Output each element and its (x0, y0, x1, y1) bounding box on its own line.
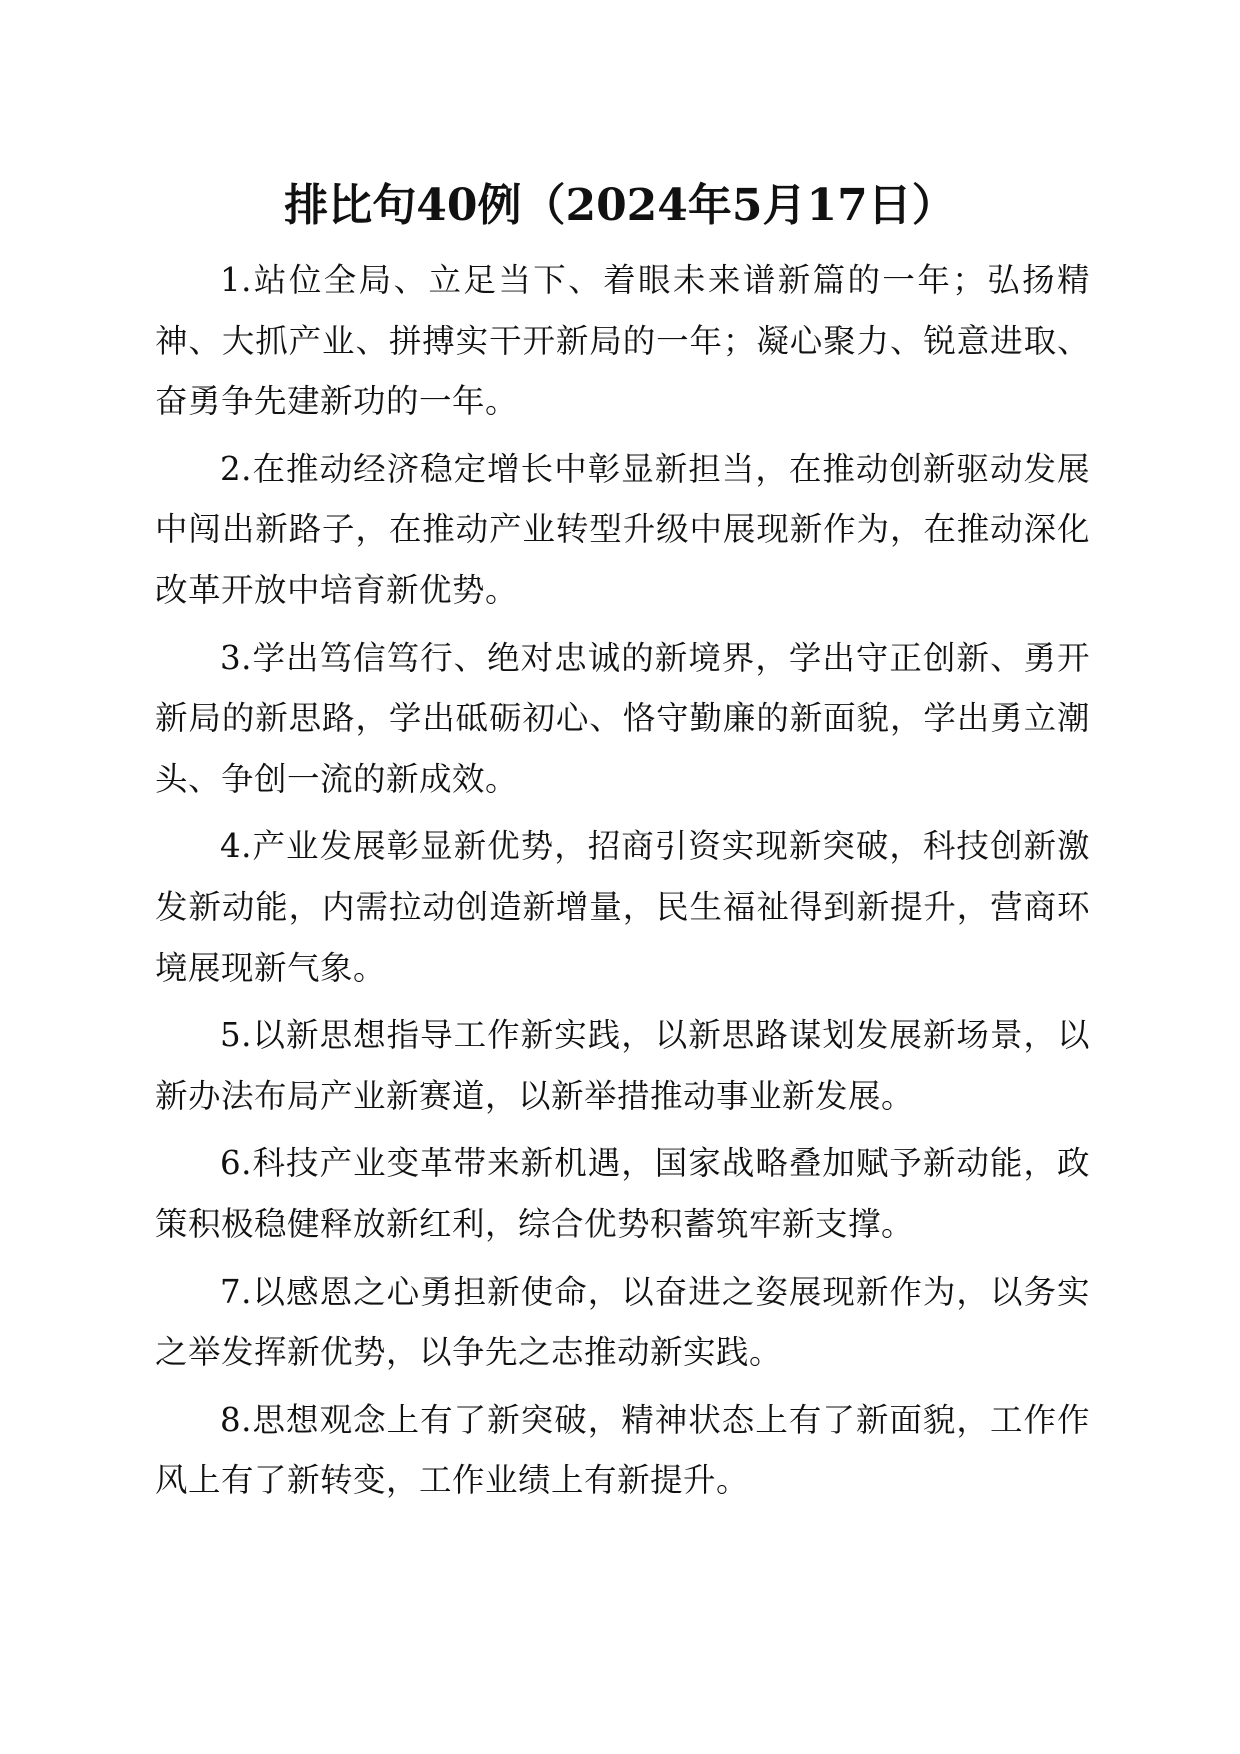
document-title: 排比句40例（2024年5月17日） (284, 180, 956, 231)
paragraph-8: 8.思想观念上有了新突破，精神状态上有了新面貌，工作作风上有了新转变，工作业绩上有新提升。 (155, 1400, 1090, 1500)
paragraph-3: 3.学出笃信笃行、绝对忠诚的新境界，学出守正创新、勇开新局的新思路，学出砥砺初心、恪守勤廉的新面貌，学出勇立潮头、争创一流的新成效。 (155, 638, 1090, 798)
paragraph-5: 5.以新思想指导工作新实践，以新思路谋划发展新场景，以新办法布局产业新赛道，以新举措推动事业新发展。 (155, 1016, 1090, 1115)
paragraph-1: 1.站位全局、立足当下、着眼未来谱新篇的一年；弘扬精神、大抓产业、拼搏实干开新局的一年；凝心聚力、锐意进取、奋勇争先建新功的一年。 (155, 261, 1090, 421)
document-body (155, 250, 1090, 1518)
paragraph-6: 6.科技产业变革带来新机遇，国家战略叠加赋予新动能，政策积极稳健释放新红利，综合优势积蓄筑牢新支撑。 (155, 1144, 1090, 1243)
paragraph-7: 7.以感恩之心勇担新使命，以奋进之姿展现新作为，以务实之举发挥新优势，以争先之志推动新实践。 (155, 1272, 1090, 1372)
paragraph-2: 2.在推动经济稳定增长中彰显新担当，在推动创新驱动发展中闯出新路子，在推动产业转型升级中展现新作为，在推动深化改革开放中培育新优势。 (155, 449, 1090, 609)
paragraph-4: 4.产业发展彰显新优势，招商引资实现新突破，科技创新激发新动能，内需拉动创造新增量，民生福祉得到新提升，营商环境展现新气象。 (155, 827, 1090, 987)
